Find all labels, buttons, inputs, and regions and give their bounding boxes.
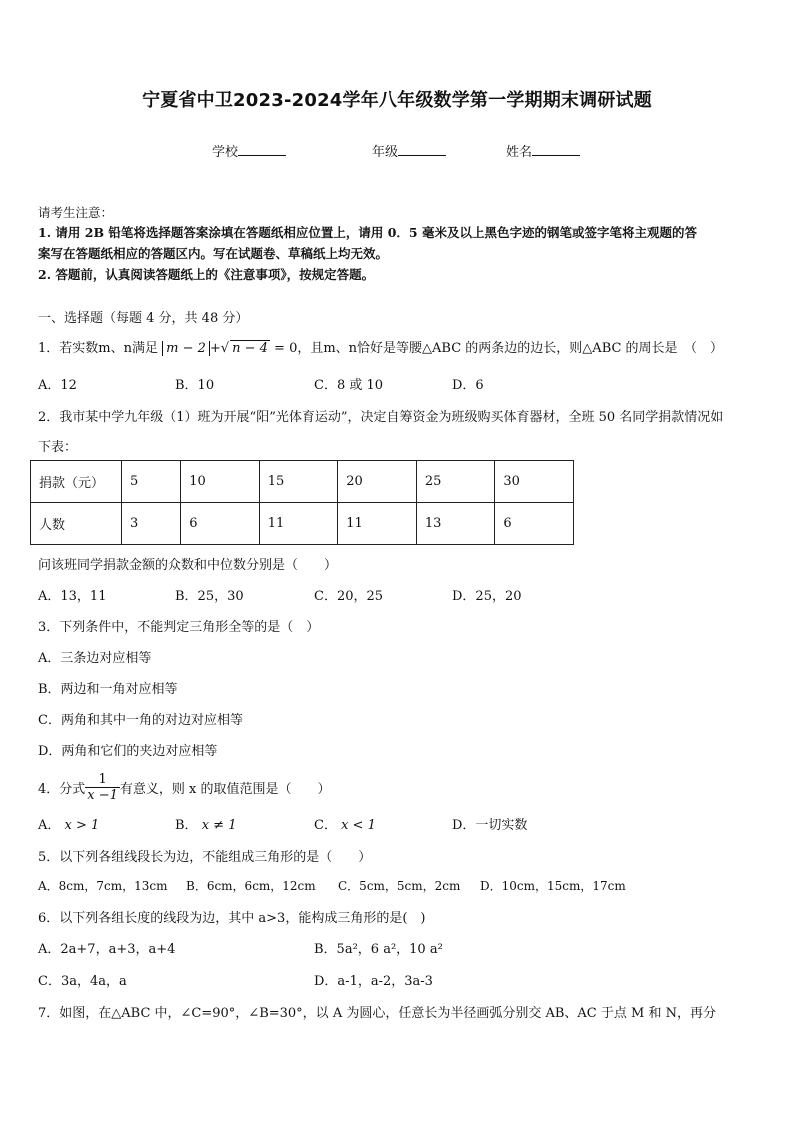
q4-option-a-label: A． bbox=[38, 818, 61, 833]
name-blank bbox=[532, 143, 580, 156]
notice-item2: 2. 答题前，认真阅读答题纸上的《注意事项》，按规定答题。 bbox=[38, 267, 375, 282]
donation-table bbox=[30, 460, 574, 545]
table-cell: 13 bbox=[416, 503, 495, 545]
q6-stem: 6．以下列各组长度的线段为边，其中 a>3，能构成三角形的是( ) bbox=[38, 911, 426, 926]
table-cell: 20 bbox=[338, 461, 417, 503]
q6-option-a: A．2a+7，a+3，a+4 bbox=[38, 942, 176, 957]
q4-option-a-math: x > 1 bbox=[64, 818, 100, 833]
q1-option-a: A．12 bbox=[38, 378, 77, 393]
q1-abs-expr: m − 2 bbox=[162, 341, 210, 356]
q4-frac-numerator: 1 bbox=[85, 772, 120, 788]
q1-prefix: 1．若实数m、n满足 bbox=[38, 341, 158, 356]
q4-option-c bbox=[314, 814, 376, 833]
q3-stem: 3．下列条件中，不能判定三角形全等的是（ ） bbox=[38, 620, 320, 635]
q1-option-b: B．10 bbox=[175, 378, 215, 393]
q1-option-d: D．6 bbox=[452, 378, 484, 393]
q2-option-c: C．20，25 bbox=[314, 589, 384, 604]
table-cell: 30 bbox=[495, 461, 574, 503]
table-cell: 人数 bbox=[31, 503, 122, 545]
table-cell: 25 bbox=[416, 461, 495, 503]
table-row bbox=[31, 461, 574, 503]
q5-option-c: C．5cm，5cm，2cm bbox=[338, 879, 461, 893]
notice-heading: 请考生注意： bbox=[38, 205, 114, 220]
table-cell: 11 bbox=[259, 503, 338, 545]
q4-prefix: 4．分式 bbox=[38, 781, 86, 797]
grade-field bbox=[372, 141, 446, 160]
q4-option-b-math: x ≠ 1 bbox=[201, 818, 237, 833]
name-field bbox=[506, 141, 580, 160]
q1-suffix: = 0，且m、n恰好是等腰△ABC 的两条边的边长，则△ABC 的周长是 （ ） bbox=[274, 341, 724, 356]
q2-line1: 2．我市某中学九年级（1）班为开展“阳”光体育运动”，决定自筹资金为班级购买体育器材，全班 50 名同学捐款情况如 bbox=[38, 410, 724, 425]
q5-option-b: B．6cm，6cm，12cm bbox=[186, 879, 316, 893]
q4-suffix: 有意义，则 x 的取值范围是（ ） bbox=[119, 781, 331, 797]
q3-option-a: A．三条边对应相等 bbox=[38, 651, 152, 666]
q4-option-b bbox=[175, 814, 236, 833]
sqrt-icon: √ bbox=[220, 341, 230, 356]
table-cell: 5 bbox=[122, 461, 181, 503]
notice-item1-line1: 1. 请用 2B 铅笔将选择题答案涂填在答题纸相应位置上，请用 0．5 毫米及以上黑色字迹的钢笔或签字笔将主观题的答 bbox=[38, 225, 697, 240]
q4-option-a bbox=[38, 814, 99, 833]
section1-heading: 一、选择题（每题 4 分，共 48 分） bbox=[38, 311, 249, 326]
q2-line2: 下表： bbox=[38, 440, 78, 455]
q4-option-c-label: C． bbox=[314, 818, 337, 833]
table-cell: 捐款（元） bbox=[31, 461, 122, 503]
table-cell: 10 bbox=[181, 461, 260, 503]
table-cell: 15 bbox=[259, 461, 338, 503]
q2-question: 问该班同学捐款金额的众数和中位数分别是（ ） bbox=[38, 558, 338, 573]
table-cell: 6 bbox=[495, 503, 574, 545]
q6-option-b: B．5a²，6 a²，10 a² bbox=[314, 942, 443, 957]
q4-option-c-math: x < 1 bbox=[341, 818, 376, 833]
grade-label: 年级 bbox=[372, 145, 399, 160]
grade-blank bbox=[398, 143, 446, 156]
q3-option-c: C．两角和其中一角的对边对应相等 bbox=[38, 713, 243, 728]
page-title: 宁夏省中卫2023-2024学年八年级数学第一学期期末调研试题 bbox=[142, 90, 652, 111]
q6-option-c: C．3a，4a，a bbox=[38, 974, 127, 989]
school-blank bbox=[238, 143, 286, 156]
q2-option-b: B．25，30 bbox=[175, 589, 244, 604]
q2-option-d: D．25，20 bbox=[452, 589, 522, 604]
q1-plus: + bbox=[209, 341, 221, 356]
q4-option-d: D．一切实数 bbox=[452, 818, 528, 833]
q1-sqrt-expr: n − 4 bbox=[232, 341, 268, 356]
q5-stem: 5．以下列各组线段长为边，不能组成三角形的是（ ） bbox=[38, 850, 372, 865]
q6-option-d: D．a-1，a-2，3a-3 bbox=[314, 974, 433, 989]
q4-fraction bbox=[85, 772, 120, 803]
q4-frac-denominator: x −1 bbox=[87, 787, 118, 803]
q5-option-d: D．10cm，15cm，17cm bbox=[480, 879, 626, 893]
q5-option-a: A．8cm，7cm，13cm bbox=[38, 879, 168, 893]
q4-stem bbox=[38, 767, 331, 807]
table-cell: 3 bbox=[122, 503, 181, 545]
table-cell: 6 bbox=[181, 503, 260, 545]
school-field bbox=[212, 141, 286, 160]
q4-option-b-label: B． bbox=[175, 818, 198, 833]
table-cell: 11 bbox=[338, 503, 417, 545]
school-label: 学校 bbox=[212, 145, 239, 160]
notice-item1-line2: 案写在答题纸相应的答题区内。写在试题卷、草稿纸上均无效。 bbox=[38, 246, 389, 261]
q2-option-a: A．13，11 bbox=[38, 589, 107, 604]
q3-option-d: D．两角和它们的夹边对应相等 bbox=[38, 744, 218, 759]
q1-option-c: C．8 或 10 bbox=[314, 378, 384, 393]
table-row bbox=[31, 503, 574, 545]
q7-line1: 7．如图，在△ABC 中，∠C=90°，∠B=30°，以 A 为圆心，任意长为半径画弧分别交 AB、AC 于点 M 和 N，再分 bbox=[38, 1006, 716, 1021]
q3-option-b: B．两边和一角对应相等 bbox=[38, 682, 178, 697]
q1-stem bbox=[38, 337, 723, 356]
name-label: 姓名 bbox=[506, 145, 533, 160]
